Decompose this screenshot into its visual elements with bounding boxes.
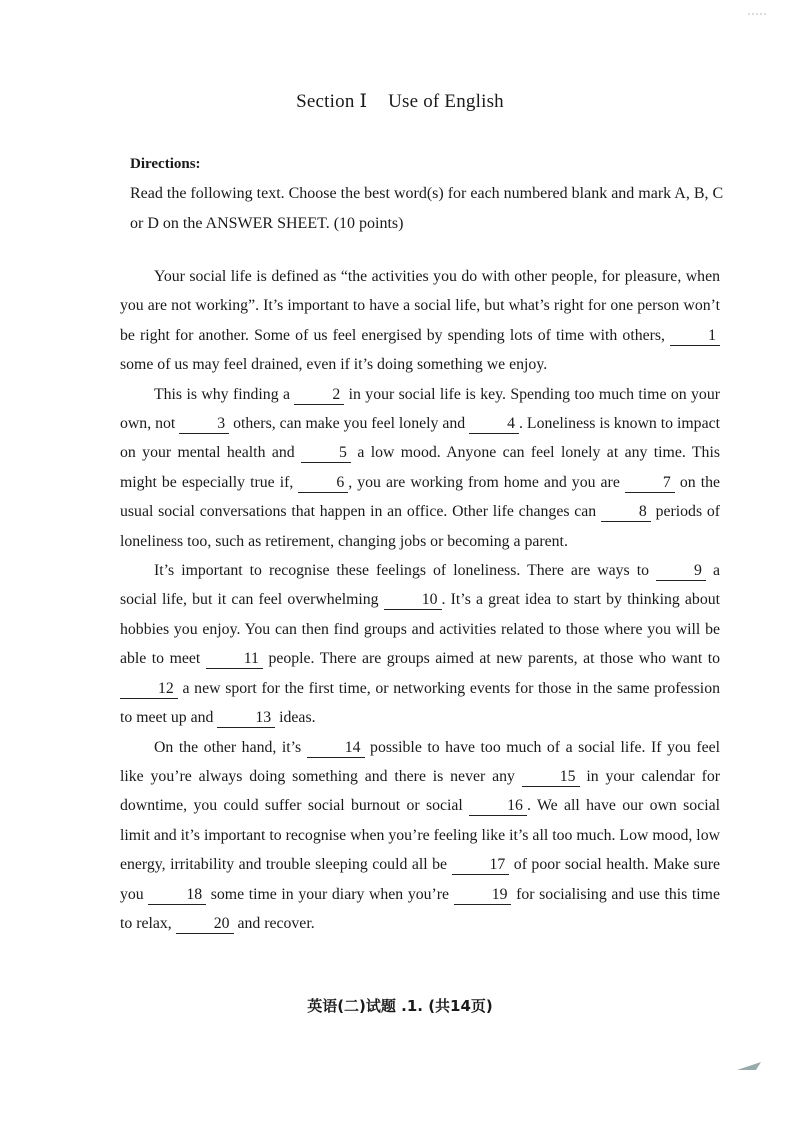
blank-20: 20 <box>176 915 234 934</box>
scan-corner-mark <box>736 1058 762 1068</box>
passage-text: possible to have too much of a social life. If you feel like you’re always doing something and there is never any <box>120 738 721 785</box>
scan-speck <box>746 4 770 10</box>
section-title <box>0 90 800 113</box>
passage-text: periods of loneliness too, such as retirement, changing jobs or becoming a parent. <box>120 503 720 550</box>
passage-text: On the other hand, it’s <box>154 738 307 756</box>
blank-3: 3 <box>179 415 229 434</box>
blank-9: 9 <box>656 562 706 581</box>
blank-8: 8 <box>601 503 651 522</box>
blank-5: 5 <box>301 444 351 463</box>
blank-4: 4 <box>469 415 519 434</box>
passage-text: on the usual social conversations that happen in an office. Other life changes can <box>120 473 720 521</box>
blank-14: 14 <box>307 739 365 758</box>
blank-1: 1 <box>670 327 720 346</box>
paragraph-3 <box>120 556 720 732</box>
passage-text: of poor social health. Make sure you <box>120 856 720 903</box>
paragraph-1 <box>120 262 720 380</box>
blank-10: 10 <box>384 591 442 610</box>
blank-19: 19 <box>454 886 512 905</box>
passage-text: . Loneliness is known to impact on your mental health and <box>120 415 720 462</box>
passage-text: . It’s a great idea to start by thinking about hobbies you enjoy. You can then find groups and activities related to those where you will be able to meet <box>120 591 721 668</box>
section-name: Use of English <box>388 91 504 112</box>
section-number: Section Ⅰ <box>296 91 368 112</box>
passage-text: in your calendar for downtime, you could suffer social burnout or social <box>120 767 720 815</box>
passage-text: and recover. <box>233 914 315 932</box>
blank-6: 6 <box>298 474 348 493</box>
blank-12: 12 <box>120 680 178 699</box>
paragraph-4 <box>120 733 720 939</box>
blank-13: 13 <box>217 709 275 728</box>
directions-text: Read the following text. Choose the best word(s) for each numbered blank and mark A, B, C or D on the ANSWER SHEET. (10 points) <box>130 185 724 232</box>
passage-text: some time in your diary when you’re <box>206 885 454 903</box>
passage-text: in your social life is key. Spending too much time on your own, not <box>120 385 720 433</box>
page-footer: 英语(二)试题 .1. (共14页) <box>307 997 493 1015</box>
passage-text: people. There are groups aimed at new parents, at those who want to <box>262 650 720 668</box>
passage-text: , you are working from home and you are <box>348 473 625 491</box>
blank-2: 2 <box>294 386 344 405</box>
blank-7: 7 <box>625 474 675 493</box>
passage-text: ideas. <box>275 709 316 727</box>
directions-heading: Directions: <box>130 156 201 172</box>
blank-16: 16 <box>469 797 527 816</box>
passage-text: others, can make you feel lonely and <box>229 415 470 433</box>
passage-text: for socialising and use this time to relax, <box>120 885 720 932</box>
blank-17: 17 <box>452 856 510 875</box>
blank-15: 15 <box>522 768 580 787</box>
passage-text: a new sport for the first time, or networking events for those in the same profession to meet up and <box>120 679 720 727</box>
passage-text: This is why finding a <box>154 385 295 403</box>
passage-text: some of us may feel drained, even if it’s doing something we enjoy. <box>120 356 548 374</box>
passage-text: a low mood. Anyone can feel lonely at any time. This might be especially true if, <box>120 444 720 491</box>
blank-18: 18 <box>148 886 206 905</box>
passage-text: Your social life is defined as “the activities you do with other people, for pleasure, when you are not working”. It’s important to have a social life, but what’s right for one person won’t be right for another. Some of us feel energised by spending lots of time with others, <box>120 268 720 344</box>
blank-11: 11 <box>206 650 263 669</box>
paragraph-2 <box>120 380 720 556</box>
passage-text: a social life, but it can feel overwhelming <box>120 562 720 609</box>
passage-text: It’s important to recognise these feelings of loneliness. There are ways to <box>154 562 657 580</box>
cloze-passage <box>120 262 720 938</box>
directions-block <box>130 149 730 239</box>
passage-text: . We all have our own social limit and it’s important to recognise when you’re feeling like it’s all too much. Low mood, low energy, irritability and trouble sleeping could all be <box>120 797 721 874</box>
